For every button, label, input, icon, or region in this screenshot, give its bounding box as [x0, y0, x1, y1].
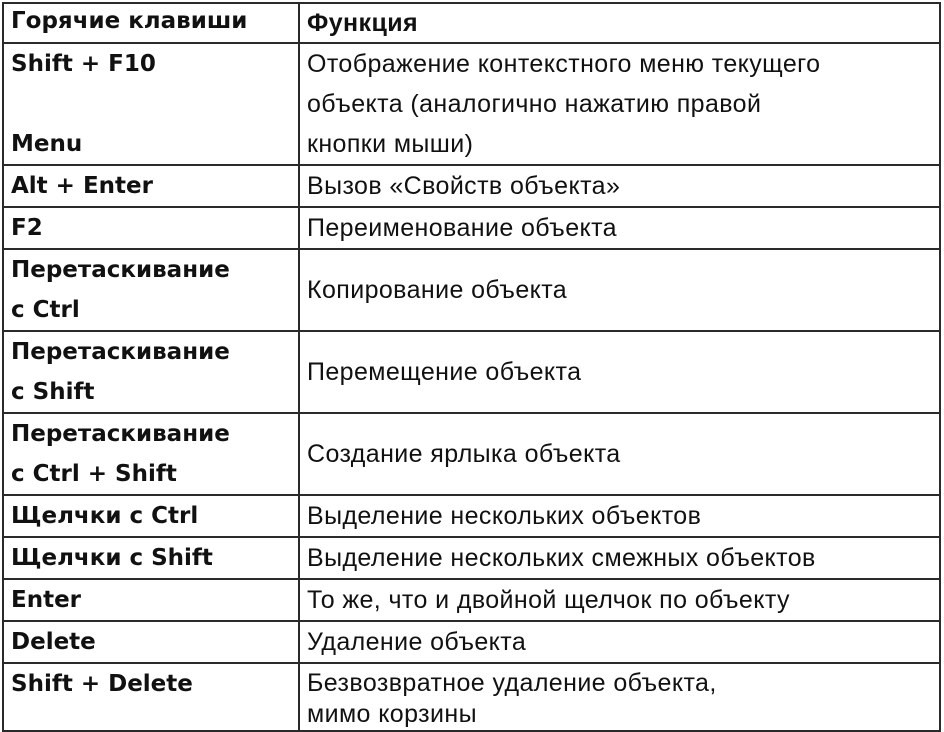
table-row	[3, 43, 940, 165]
key-text: Щелчки с Shift	[11, 545, 213, 571]
header-function-cell: Функция	[299, 3, 940, 43]
function-cell	[299, 495, 940, 537]
table-row	[3, 413, 940, 495]
function-text: Отображение контекстного меню текущего	[307, 50, 821, 78]
key-text: Перетаскивание	[11, 257, 230, 283]
function-text: Удаление объекта	[307, 628, 527, 656]
table-row	[3, 663, 940, 731]
key-text: Delete	[11, 629, 96, 655]
table-row	[3, 537, 940, 579]
table-row	[3, 207, 940, 249]
key-text: Shift + F10	[11, 51, 156, 77]
function-cell	[299, 621, 940, 663]
key-cell	[3, 537, 299, 579]
function-text: мимо корзины	[307, 700, 477, 728]
function-text: Переименование объекта	[307, 214, 617, 242]
function-cell	[299, 579, 940, 621]
function-cell	[299, 43, 940, 165]
key-text: F2	[11, 215, 43, 241]
table-row	[3, 579, 940, 621]
function-text: объекта (аналогично нажатию правой	[307, 90, 762, 118]
function-text: То же, что и двойной щелчок по объекту	[307, 586, 790, 614]
table-row	[3, 495, 940, 537]
function-text: Перемещение объекта	[307, 358, 582, 386]
function-text: Безвозвратное удаление объекта,	[307, 669, 717, 697]
function-cell	[299, 331, 940, 413]
key-text: с Ctrl	[11, 297, 80, 323]
key-cell	[3, 413, 299, 495]
key-cell	[3, 663, 299, 731]
key-text: Menu	[11, 131, 83, 157]
function-cell	[299, 249, 940, 331]
cell-spacer	[11, 84, 291, 124]
key-cell	[3, 621, 299, 663]
table-row	[3, 249, 940, 331]
key-cell	[3, 331, 299, 413]
table-row	[3, 621, 940, 663]
function-cell	[299, 537, 940, 579]
header-keys-cell: Горячие клавиши	[3, 3, 299, 43]
function-text: Выделение нескольких смежных объектов	[307, 544, 816, 572]
function-text: Копирование объекта	[307, 276, 568, 304]
function-text: кнопки мыши)	[307, 130, 474, 158]
key-cell	[3, 165, 299, 207]
function-cell	[299, 663, 940, 731]
function-text: Выделение нескольких объектов	[307, 502, 702, 530]
table-header-row	[3, 3, 940, 43]
key-text: Перетаскивание	[11, 339, 230, 365]
function-text: Создание ярлыка объекта	[307, 440, 621, 468]
function-cell	[299, 413, 940, 495]
hotkeys-table	[2, 2, 941, 732]
key-text: Щелчки с Ctrl	[11, 503, 199, 529]
key-text: с Ctrl + Shift	[11, 461, 177, 487]
key-text: Alt + Enter	[11, 173, 153, 199]
key-cell	[3, 43, 299, 165]
key-text: Shift + Delete	[11, 671, 193, 697]
key-text: Перетаскивание	[11, 421, 230, 447]
key-cell	[3, 495, 299, 537]
function-cell	[299, 165, 940, 207]
key-cell	[3, 249, 299, 331]
key-cell	[3, 207, 299, 249]
key-text: с Shift	[11, 379, 95, 405]
table-row	[3, 331, 940, 413]
key-text: Enter	[11, 587, 82, 613]
key-cell	[3, 579, 299, 621]
function-text: Вызов «Свойств объекта»	[307, 172, 621, 200]
table-row	[3, 165, 940, 207]
function-cell	[299, 207, 940, 249]
